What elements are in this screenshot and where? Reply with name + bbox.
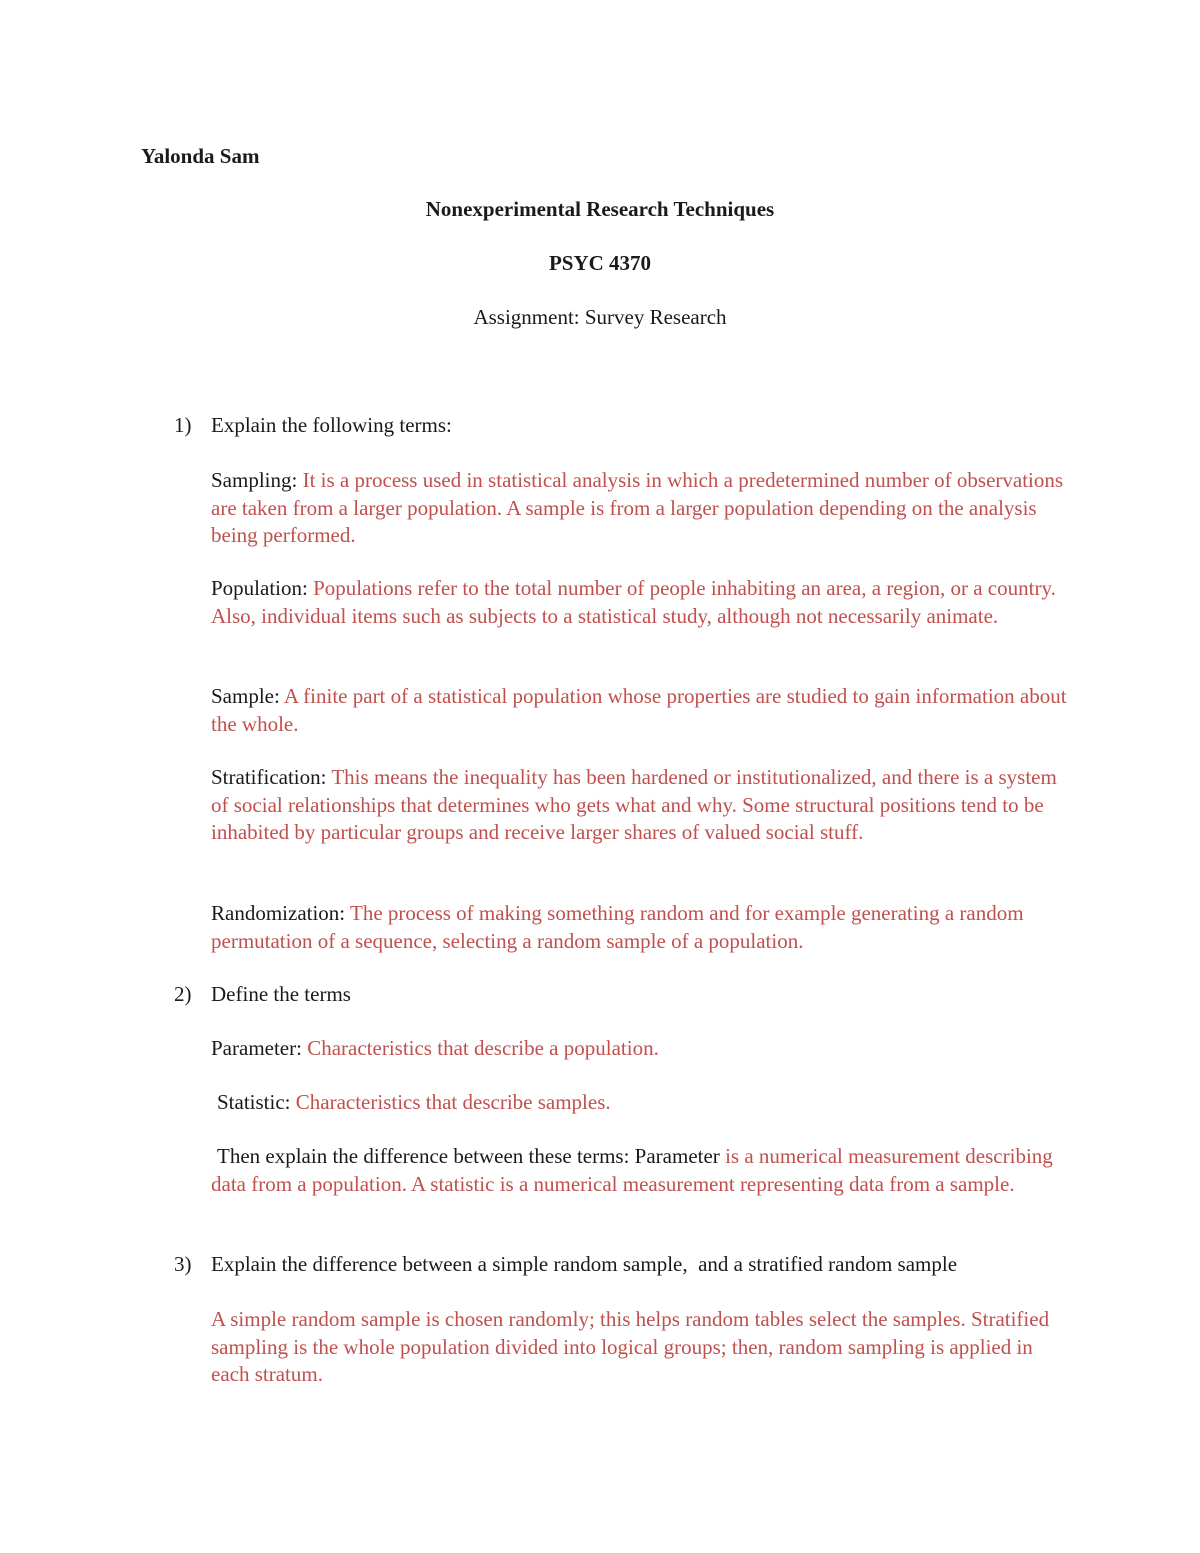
term-definition-population xyxy=(211,575,1071,630)
question-1 xyxy=(174,413,452,438)
term-label: Statistic: xyxy=(217,1090,291,1114)
answer-text: A simple random sample is chosen randomly; this helps random tables select the samples. Stratified sampling is the whole population divided into logical groups; then, random sampling is applied in each stratum. xyxy=(211,1307,1050,1386)
term-answer: Characteristics that describe samples. xyxy=(295,1090,611,1114)
term-label: Sampling: xyxy=(211,468,298,492)
question-3 xyxy=(174,1252,957,1277)
term-definition-randomization xyxy=(211,900,1071,955)
term-answer: Characteristics that describe a population. xyxy=(307,1036,659,1060)
difference-explanation xyxy=(211,1143,1071,1198)
question-3-answer xyxy=(211,1306,1071,1389)
term-answer: Populations refer to the total number of people inhabiting an area, a region, or a country. Also, individual items such as subjects to a statistical study, although not necessarily animate. xyxy=(211,576,1056,628)
term-definition-statistic xyxy=(217,1089,1077,1117)
term-definition-sample xyxy=(211,683,1071,738)
question-prompt: Explain the following terms: xyxy=(211,413,452,437)
assignment-title: Assignment: Survey Research xyxy=(473,305,727,329)
term-definition-stratification xyxy=(211,764,1071,847)
term-label: Stratification: xyxy=(211,765,327,789)
difference-answer: is a numerical measurement describing data from a population. A statistic is a numerical measurement representing data from a sample. xyxy=(211,1144,1053,1196)
term-label: Randomization: xyxy=(211,901,346,925)
author-name: Yalonda Sam xyxy=(141,144,260,168)
question-prompt: Define the terms xyxy=(211,982,351,1006)
question-2 xyxy=(174,982,351,1007)
term-answer: This means the inequality has been hardened or institutionalized, and there is a system of social relationships that determines who gets what and why. Some structural positions tend to be inhabited by particular groups and receive larger shares of valued social stuff. xyxy=(211,765,1057,844)
term-answer: The process of making something random and for example generating a random permutation of a sequence, selecting a random sample of a population. xyxy=(211,901,1024,953)
term-answer: It is a process used in statistical analysis in which a predetermined number of observations are taken from a larger population. A sample is from a larger population depending on the analysis being performed. xyxy=(211,468,1064,547)
term-definition-sampling xyxy=(211,467,1071,550)
question-number: 1) xyxy=(174,413,192,437)
term-label: Parameter: xyxy=(211,1036,302,1060)
term-answer: A finite part of a statistical population whose properties are studied to gain information about the whole. xyxy=(211,684,1067,736)
course-title: Nonexperimental Research Techniques xyxy=(425,197,775,221)
difference-prompt: Then explain the difference between these terms: Parameter xyxy=(217,1144,720,1168)
course-code: PSYC 4370 xyxy=(548,251,652,275)
term-label: Sample: xyxy=(211,684,280,708)
term-definition-parameter xyxy=(211,1035,1071,1063)
question-prompt: Explain the difference between a simple random sample, and a stratified random sample xyxy=(211,1252,958,1276)
question-number: 2) xyxy=(174,982,192,1006)
term-label: Population: xyxy=(211,576,308,600)
question-number: 3) xyxy=(174,1252,192,1276)
